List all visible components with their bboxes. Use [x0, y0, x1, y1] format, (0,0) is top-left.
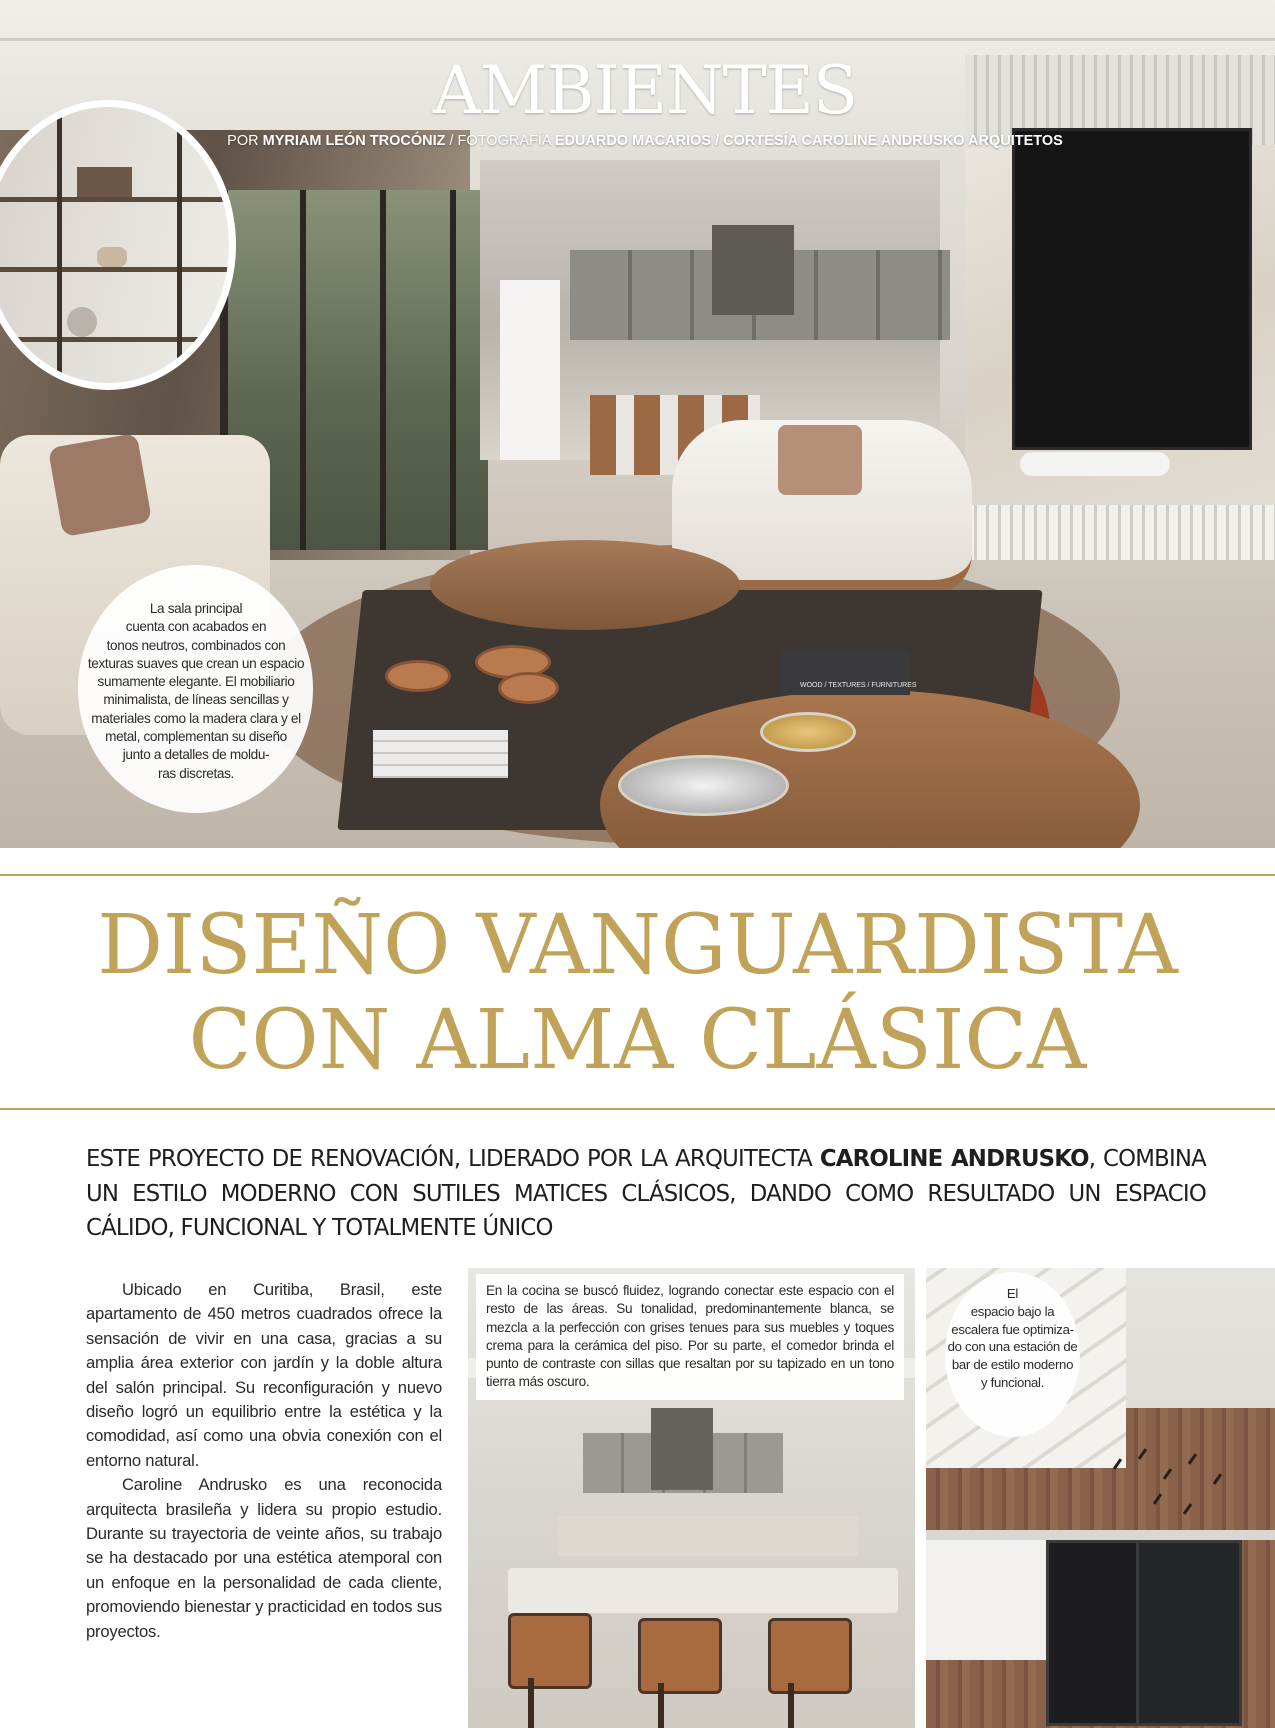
silver-tray	[618, 755, 789, 816]
lead-paragraph: ESTE PROYECTO DE RENOVACIÓN, LIDERADO POR LA ARQUITECTA CAROLINE ANDRUSKO, COMBINA UN ESTILO MODERNO CON SUTILES MATICES CLÁSICOS, DANDO COMO RESULTADO UN ESPACIO CÁLIDO, FUNCIONAL Y TOTALMENTE ÚNICO	[86, 1146, 1206, 1241]
window-frame	[380, 190, 386, 550]
body-text	[86, 1278, 442, 1644]
chair-leg	[658, 1683, 664, 1728]
body-paragraph: Caroline Andrusko es una reconocida arquitecta brasileña y lidera su propio estudio. Durante su trayectoria de veinte años, su trabajo se ha destacado por una estética atemporal con un enfoque en la personalidad de cada cliente, promoviendo bienestar y practicidad en todos sus proyectos.	[86, 1475, 442, 1641]
book-spine-label: WOOD / TEXTURES / FURNITURES	[800, 682, 917, 689]
decor-box	[77, 167, 132, 197]
chair-leg	[788, 1683, 794, 1728]
body-paragraph: Ubicado en Curitiba, Brasil, este apartamento de 450 metros cuadrados ofrece la sensación de vivir en una casa, gracias a su amplia área exterior con jardín y la doble altura del salón principal. Su reconfiguración y nuevo diseño logró un equilibrio entre la estética y la comodidad, así como una obvia conexión con el entorno natural.	[86, 1280, 442, 1470]
decor-sphere	[67, 307, 97, 337]
headline-line-2: CON ALMA CLÁSICA	[188, 993, 1087, 1088]
white-door	[500, 280, 560, 460]
chair-leg	[528, 1678, 534, 1728]
ceiling-molding	[0, 38, 1275, 41]
soundbar	[1020, 452, 1170, 476]
divider-bottom	[0, 1108, 1275, 1110]
wood-bowl	[498, 672, 559, 704]
white-cabinet	[926, 1540, 1056, 1660]
dining-chair	[638, 1618, 722, 1694]
kitchen-caption: En la cocina se buscó fluidez, logrando conectar este espacio con el resto de las áreas. Su tonalidad, predominantemente blanca, se mezcla a la perfección con grises tenues para sus muebles y toques crema para la cerámica del piso. Por su parte, el comedor brinda el punto de contraste con sillas que resaltan por su tapizado en un tono tierra más oscuro.	[476, 1274, 904, 1400]
window-frame	[450, 190, 456, 550]
section-title: AMBIENTES	[432, 52, 858, 129]
range-hood	[651, 1408, 713, 1490]
shelf-post	[177, 107, 182, 390]
wood-table-top	[430, 540, 740, 630]
window-frame	[300, 190, 306, 550]
byline: POR MYRIAM LEÓN TROCÓNIZ / FOTOGRAFÍA EDUARDO MACARIOS / CORTESÍA CAROLINE ANDRUSKO ARQUITETOS	[227, 133, 1063, 149]
shelf	[0, 197, 236, 202]
wood-bowl	[385, 660, 451, 692]
dining-chair	[768, 1618, 852, 1694]
kitchen-counter	[558, 1516, 858, 1556]
bar-caption: El espacio bajo la escalera fue optimiza- do con una estación de bar de estilo moderno y funcional.	[947, 1286, 1078, 1390]
cushion	[48, 433, 152, 537]
shelf	[0, 337, 236, 342]
divider-top	[0, 874, 1275, 876]
television	[1012, 128, 1252, 450]
bar-counter	[926, 1530, 1275, 1540]
dining-chair	[508, 1613, 592, 1689]
range-hood	[712, 225, 794, 315]
dining-table	[508, 1568, 898, 1613]
decor-vase	[97, 247, 127, 267]
headline-line-1: DISEÑO VANGUARDISTA	[97, 898, 1178, 993]
armchair-cushion	[778, 425, 862, 495]
shelf	[0, 267, 236, 272]
book-stack	[373, 730, 508, 778]
brass-tray	[760, 712, 856, 752]
shelf-post	[57, 107, 62, 390]
wine-fridge	[1136, 1540, 1242, 1726]
living-room-caption: La sala principal cuenta con acabados en tonos neutros, combinados con texturas suaves que crean un espacio sumamente elegante. El mobiliario minimalista, de líneas sencillas y materiales como la madera clara y el metal, complementan su diseño junto a detalles de moldu- ras discretas.	[87, 601, 305, 781]
hero-photo	[0, 0, 1275, 848]
